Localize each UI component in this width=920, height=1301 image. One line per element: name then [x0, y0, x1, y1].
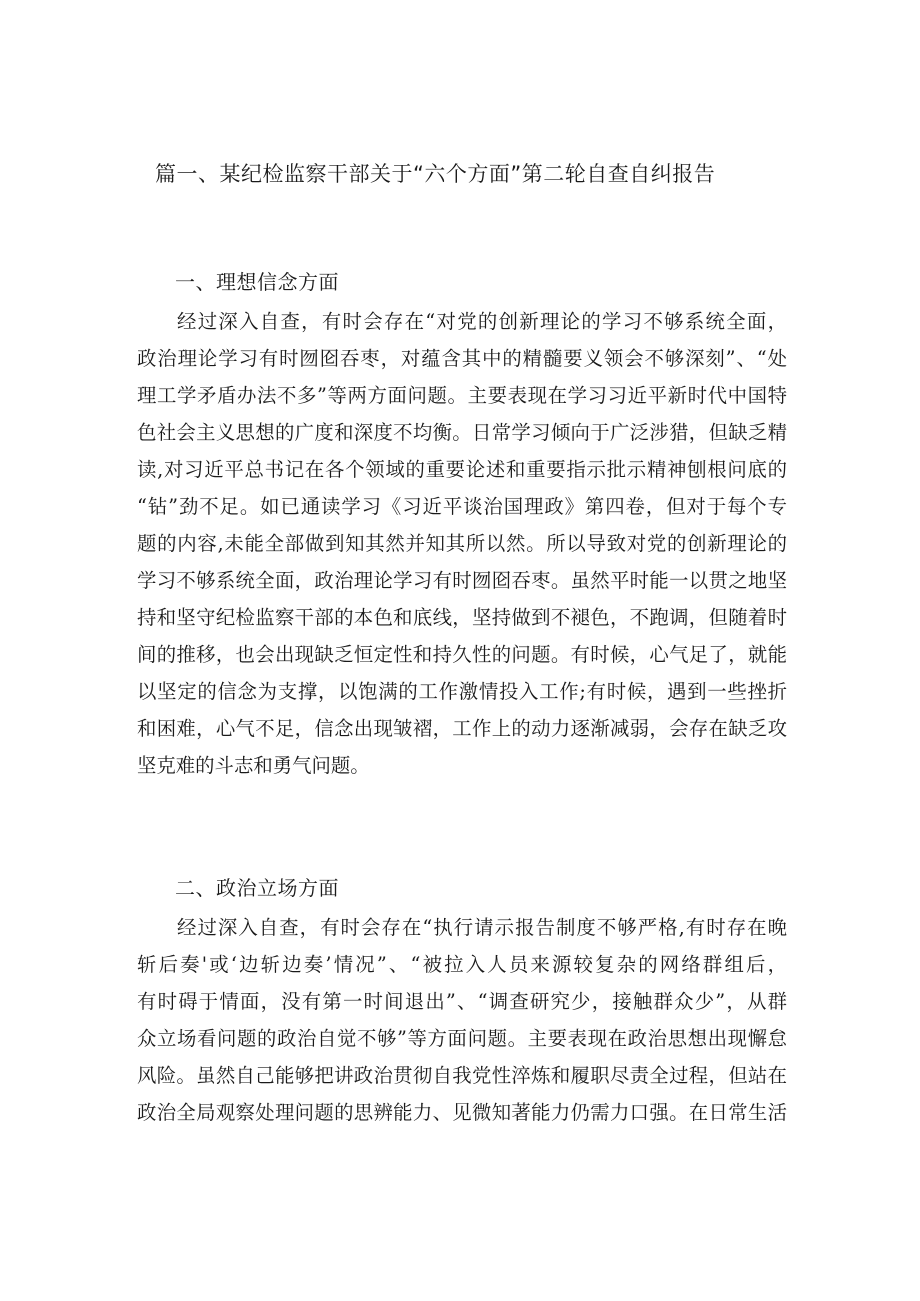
paragraph-line: “钻”劲不足。如已通读学习《习近平谈治国理政》第四卷，但对于每个专: [137, 495, 787, 518]
section-heading-ideals: 一、理想信念方面: [175, 270, 339, 294]
paragraph-line: 众立场看问题的政治自觉不够”等方面问题。主要表现在政治思想出现懈怠: [137, 1027, 787, 1050]
paragraph-line: 斩后奏'或‘边斩边奏’情况”、“被拉入人员来源较复杂的网络群组后，: [137, 953, 787, 976]
paragraph-line: 理工学矛盾办法不多”等两方面问题。主要表现在学习习近平新时代中国特: [137, 384, 787, 407]
paragraph-line: 经过深入自查，有时会存在“执行请示报告制度不够严格,有时存在晚: [177, 916, 787, 939]
paragraph-line: 坚克难的斗志和勇气问题。: [137, 754, 370, 777]
section-heading-political-stance: 二、政治立场方面: [175, 876, 339, 900]
paragraph-political-stance: [137, 909, 787, 1131]
paragraph-line: 间的推移，也会出现缺乏恒定性和持久性的问题。有时候，心气足了，就能: [137, 643, 787, 666]
paragraph-line: 以坚定的信念为支撑，以饱满的工作激情投入工作;有时候，遇到一些挫折: [137, 680, 787, 703]
paragraph-line: 和困难，心气不足，信念出现皱褶，工作上的动力逐渐减弱，会存在缺乏攻: [137, 717, 787, 740]
paragraph-line: 题的内容,未能全部做到知其然并知其所以然。所以导致对党的创新理论的: [137, 532, 787, 555]
paragraph-line: 风险。虽然自己能够把讲政治贯彻自我党性淬炼和履职尽责全过程，但站在: [137, 1064, 787, 1087]
paragraph-line: 有时碍于情面，没有第一时间退出”、“调查研究少，接触群众少”，从群: [137, 990, 787, 1013]
document-title: 篇一、某纪检监察干部关于“六个方面”第二轮自查自纠报告: [155, 162, 716, 186]
paragraph-line: 持和坚守纪检监察干部的本色和底线，坚持做到不褪色，不跑调，但随着时: [137, 606, 787, 629]
paragraph-line: 色社会主义思想的广度和深度不均衡。日常学习倾向于广泛涉猎，但缺乏精: [137, 421, 787, 444]
paragraph-line: 学习不够系统全面，政治理论学习有时囫囵吞枣。虽然平时能一以贯之地坚: [137, 569, 787, 592]
paragraph-line: 政治理论学习有时囫囵吞枣，对蕴含其中的精髓要义领会不够深刻”、“处: [137, 347, 787, 370]
paragraph-ideals: [137, 303, 787, 784]
paragraph-line: 经过深入自查，有时会存在“对党的创新理论的学习不够系统全面，: [177, 310, 787, 333]
paragraph-line: 读,对习近平总书记在各个领域的重要论述和重要指示批示精神刨根问底的: [137, 458, 787, 481]
paragraph-line: 政治全局观察处理问题的思辨能力、见微知著能力仍需力口强。在日常生活: [137, 1101, 787, 1124]
